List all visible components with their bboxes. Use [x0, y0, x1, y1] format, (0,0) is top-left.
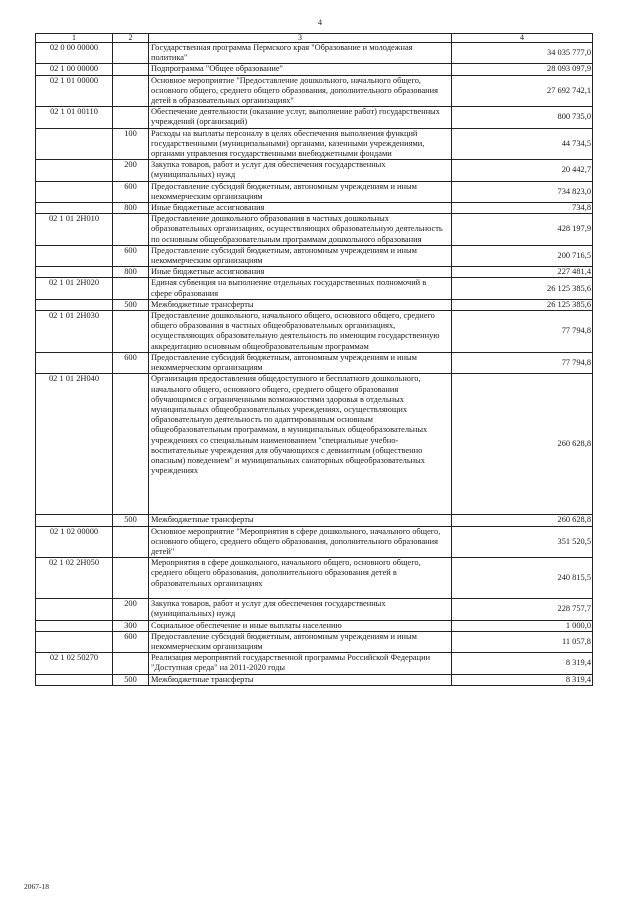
row-name-cell: Реализация мероприятий государственной программы Российской Федерации "Доступная среда" на 2011-2020 годы [149, 653, 452, 674]
row-code-cell: 02 1 01 00000 [36, 75, 113, 107]
row-expense-type-cell: 200 [113, 160, 149, 181]
row-code-cell [36, 515, 113, 526]
row-expense-type-cell [113, 526, 149, 558]
row-code-cell: 02 1 02 00000 [36, 526, 113, 558]
row-expense-type-cell: 500 [113, 515, 149, 526]
row-expense-type-cell [113, 374, 149, 515]
row-expense-type-cell: 500 [113, 674, 149, 685]
header-col-2: 2 [113, 34, 149, 43]
table-row [36, 631, 593, 652]
row-name-cell: Социальное обеспечение и иные выплаты населению [149, 620, 452, 631]
row-amount-cell: 34 035 777,0 [452, 43, 593, 64]
row-expense-type-cell: 600 [113, 181, 149, 202]
table-body [36, 43, 593, 686]
row-code-cell [36, 245, 113, 266]
table-row [36, 526, 593, 558]
row-code-cell: 02 1 01 2Н020 [36, 278, 113, 299]
row-expense-type-cell: 300 [113, 620, 149, 631]
row-name-cell: Основное мероприятие "Мероприятия в сфере дошкольного, начального общего, основного общего, среднего общего образования, дополнительного образования детей" [149, 526, 452, 558]
table-header-row [36, 34, 593, 43]
row-name-cell: Государственная программа Пермского края "Образование и молодежная политика" [149, 43, 452, 64]
row-name-cell: Предоставление субсидий бюджетным, автономным учреждениям и иным некоммерческим организациям [149, 181, 452, 202]
row-expense-type-cell [113, 278, 149, 299]
table-row [36, 75, 593, 107]
row-amount-cell: 228 757,7 [452, 599, 593, 620]
row-amount-cell: 240 815,5 [452, 558, 593, 599]
table-row [36, 128, 593, 160]
row-amount-cell: 28 093 097,9 [452, 64, 593, 75]
row-name-cell: Иные бюджетные ассигнования [149, 267, 452, 278]
row-expense-type-cell: 500 [113, 299, 149, 310]
row-name-cell: Иные бюджетные ассигнования [149, 203, 452, 214]
table-row [36, 515, 593, 526]
row-amount-cell: 11 057,8 [452, 631, 593, 652]
row-amount-cell: 734 823,0 [452, 181, 593, 202]
row-expense-type-cell: 600 [113, 352, 149, 373]
row-name-cell: Предоставление дошкольного, начального общего, основного общего, среднего общего образования в частных общеобразовательных организациях, осуществляющих образовательную деятельность по имеющим государственную аккредитацию основным общеобразовательным программам [149, 311, 452, 353]
row-amount-cell: 734,8 [452, 203, 593, 214]
table-row [36, 299, 593, 310]
row-amount-cell: 227 481,4 [452, 267, 593, 278]
table-row [36, 352, 593, 373]
row-expense-type-cell [113, 558, 149, 599]
row-expense-type-cell: 800 [113, 203, 149, 214]
row-amount-cell: 26 125 385,6 [452, 299, 593, 310]
row-name-cell: Мероприятия в сфере дошкольного, начального общего, основного общего, среднего общего образования, дополнительного образования детей в образовательных организациях [149, 558, 452, 599]
row-code-cell: 02 1 01 00110 [36, 107, 113, 128]
table-row [36, 107, 593, 128]
row-amount-cell: 77 794,8 [452, 352, 593, 373]
row-code-cell: 02 1 01 2Н030 [36, 311, 113, 353]
table-row [36, 181, 593, 202]
row-amount-cell: 351 520,5 [452, 526, 593, 558]
row-amount-cell: 8 319,4 [452, 653, 593, 674]
table-row [36, 160, 593, 181]
row-amount-cell: 200 716,5 [452, 245, 593, 266]
row-amount-cell: 8 319,4 [452, 674, 593, 685]
table-row [36, 558, 593, 599]
row-code-cell: 02 1 01 2Н010 [36, 214, 113, 246]
row-name-cell: Предоставление субсидий бюджетным, автономным учреждениям и иным некоммерческим организациям [149, 631, 452, 652]
row-code-cell [36, 599, 113, 620]
row-amount-cell: 260 628,8 [452, 374, 593, 515]
row-code-cell [36, 620, 113, 631]
document-code: 2067-18 [24, 882, 49, 891]
table-row [36, 374, 593, 515]
row-expense-type-cell [113, 75, 149, 107]
row-name-cell: Межбюджетные трансферты [149, 299, 452, 310]
row-amount-cell: 20 442,7 [452, 160, 593, 181]
row-amount-cell: 1 000,0 [452, 620, 593, 631]
row-amount-cell: 26 125 385,6 [452, 278, 593, 299]
row-expense-type-cell: 200 [113, 599, 149, 620]
row-code-cell [36, 160, 113, 181]
row-code-cell [36, 128, 113, 160]
row-expense-type-cell [113, 64, 149, 75]
table-row [36, 599, 593, 620]
budget-table [35, 33, 593, 686]
header-col-3: 3 [149, 34, 452, 43]
table-row [36, 245, 593, 266]
row-name-cell: Предоставление субсидий бюджетным, автономным учреждениям и иным некоммерческим организациям [149, 352, 452, 373]
row-name-cell: Подпрограмма "Общее образование" [149, 64, 452, 75]
row-code-cell [36, 203, 113, 214]
row-expense-type-cell [113, 311, 149, 353]
row-amount-cell: 77 794,8 [452, 311, 593, 353]
row-code-cell [36, 181, 113, 202]
row-name-cell: Организация предоставления общедоступного и бесплатного дошкольного, начального общего, основного общего, среднего общего образования обучающимся с ограниченными возможностями здоровья в отдельных муниципальных общеобразовательных учреждениях, осуществляющих образовательную деятельность по адаптированным основным общеобразовательным программам, в муниципальных общеобразовательных учреждениях со специальным наименованием "специальные учебно-воспитательные учреждения для обучающихся с девиантным (общественно опасным) поведением" и муниципальных санаторных общеобразовательных учреждениях [149, 374, 452, 515]
table-row [36, 311, 593, 353]
row-amount-cell: 428 197,9 [452, 214, 593, 246]
row-code-cell: 02 1 01 2Н040 [36, 374, 113, 515]
table-row [36, 64, 593, 75]
row-name-cell: Расходы на выплаты персоналу в целях обеспечения выполнения функций государственными (муниципальными) органами, казенными учреждениями, органами управления государственными внебюджетными фондами [149, 128, 452, 160]
row-name-cell: Закупка товаров, работ и услуг для обеспечения государственных (муниципальных) нужд [149, 160, 452, 181]
row-expense-type-cell [113, 107, 149, 128]
row-code-cell: 02 1 02 50270 [36, 653, 113, 674]
table-row [36, 278, 593, 299]
row-code-cell [36, 631, 113, 652]
row-expense-type-cell [113, 214, 149, 246]
table-row [36, 653, 593, 674]
row-expense-type-cell: 800 [113, 267, 149, 278]
table-row [36, 620, 593, 631]
table-row [36, 43, 593, 64]
row-code-cell [36, 267, 113, 278]
row-amount-cell: 27 692 742,1 [452, 75, 593, 107]
table-row [36, 674, 593, 685]
row-expense-type-cell [113, 653, 149, 674]
row-name-cell: Межбюджетные трансферты [149, 515, 452, 526]
table-row [36, 214, 593, 246]
table-row [36, 203, 593, 214]
row-code-cell [36, 674, 113, 685]
row-name-cell: Межбюджетные трансферты [149, 674, 452, 685]
row-expense-type-cell [113, 43, 149, 64]
row-code-cell: 02 1 00 00000 [36, 64, 113, 75]
budget-table-container [35, 33, 592, 686]
row-amount-cell: 800 735,0 [452, 107, 593, 128]
row-name-cell: Закупка товаров, работ и услуг для обеспечения государственных (муниципальных) нужд [149, 599, 452, 620]
header-col-4: 4 [452, 34, 593, 43]
row-code-cell: 02 0 00 00000 [36, 43, 113, 64]
row-name-cell: Предоставление дошкольного образования в частных дошкольных образовательных организациях, осуществляющих образовательную деятельность по основным общеобразовательным программам дошкольного образования [149, 214, 452, 246]
row-amount-cell: 44 734,5 [452, 128, 593, 160]
table-row [36, 267, 593, 278]
row-code-cell [36, 299, 113, 310]
row-name-cell: Единая субвенция на выполнение отдельных государственных полномочий в сфере образования [149, 278, 452, 299]
row-code-cell [36, 352, 113, 373]
header-col-1: 1 [36, 34, 113, 43]
row-amount-cell: 260 628,8 [452, 515, 593, 526]
row-name-cell: Обеспечение деятельности (оказание услуг, выполнение работ) государственных учреждений (организаций) [149, 107, 452, 128]
row-code-cell: 02 1 02 2Н050 [36, 558, 113, 599]
page-number: 4 [318, 18, 322, 27]
row-name-cell: Основное мероприятие "Предоставление дошкольного, начального общего, основного общего, среднего общего образования, дополнительного образования детей в образовательных организациях" [149, 75, 452, 107]
row-name-cell: Предоставление субсидий бюджетным, автономным учреждениям и иным некоммерческим организациям [149, 245, 452, 266]
row-expense-type-cell: 600 [113, 631, 149, 652]
row-expense-type-cell: 600 [113, 245, 149, 266]
row-expense-type-cell: 100 [113, 128, 149, 160]
